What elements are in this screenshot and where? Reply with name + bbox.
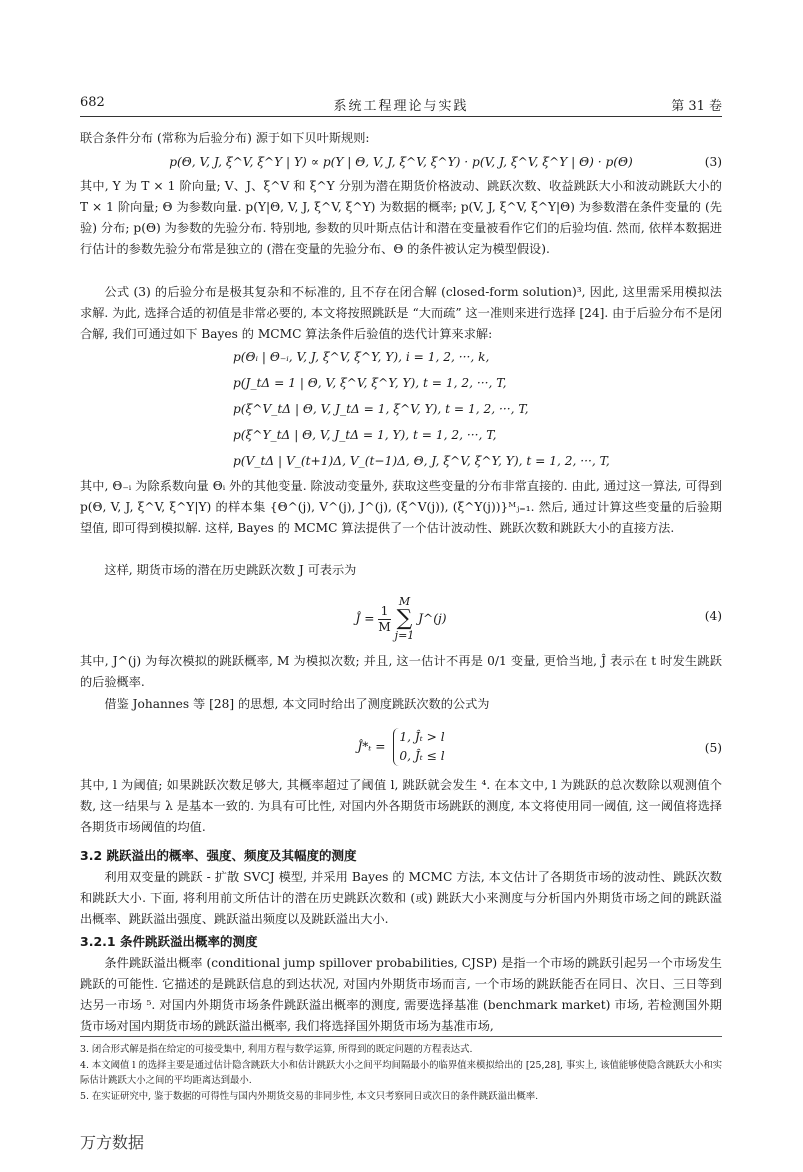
header-rule <box>80 116 722 117</box>
equation-4-fraction <box>378 604 390 635</box>
equation-3-number: (3) <box>704 155 722 169</box>
paragraph-algorithm: 其中, Θ₋ᵢ 为除系数向量 Θᵢ 外的其他变量. 除波动变量外, 获取这些变量的分布非常直接的. 由此, 通过这一算法, 可得到 p(Θ, V, J, ξ^V, ξ^Y|Y) 的样本集 {Θ^(j), V^(j), J^(j), (ξ^V(j)), (ξ^Y(j))}ᴹⱼ₌₁. 然后, 通过计算这些变量的后验期望值, 即可得到模拟解. 这样, Bayes 的 MCMC 算法提供了一个估计波动性、跳跃次数和跳跃大小的直接方法. <box>80 479 722 535</box>
paragraph-posterior: 公式 (3) 的后验分布是极其复杂和不标准的, 且不存在闭合解 (closed-form solution)³, 因此, 这里需采用模拟法求解. 为此, 选择合适的初值是非常必要的, 本文将按照跳跃是 “大而疏” 这一准则来进行选择 [24]. 由于后验分布不是闭合解, 我们可通过如下 Bayes 的 MCMC 算法条件后验值的迭代计算来求解: <box>80 285 722 341</box>
equation-4-number: (4) <box>704 609 722 623</box>
equation-4-lhs: Ĵ = <box>355 611 375 626</box>
equation-4-term: J^(j) <box>418 611 447 626</box>
equation-5-case-2: 0, Ĵₜ ≤ l <box>399 749 445 763</box>
equation-4-sum <box>395 596 415 642</box>
equation-5-lhs: Ĵ*ₜ = <box>357 739 386 754</box>
watermark: 万方数据 <box>80 1133 145 1152</box>
equation-5-cases <box>393 728 444 766</box>
equation-4 <box>80 592 722 642</box>
paragraph-jump-count: 这样, 期货市场的潜在历史跳跃次数 J 可表示为 <box>104 563 357 577</box>
sum-upper-limit: M <box>398 595 411 608</box>
equation-3-body: p(Θ, V, J, ξ^V, ξ^Y | Y) ∝ p(Y | Θ, V, J, ξ^V, ξ^Y) · p(V, J, ξ^V, ξ^Y | Θ) · p(Θ) <box>169 155 633 169</box>
conditional-item-1: p(Θᵢ | Θ₋ᵢ, V, J, ξ^V, ξ^Y, Y), i = 1, 2, ···, k, <box>233 350 490 364</box>
paragraph-intro: 联合条件分布 (常称为后验分布) 源于如下贝叶斯规则: <box>80 131 370 145</box>
paragraph-svcj: 利用双变量的跳跃 - 扩散 SVCJ 模型, 并采用 Bayes 的 MCMC 方法, 本文估计了各期货市场的波动性、跳跃次数和跳跃大小. 下面, 将利用前文所估计的潜在历史跳跃次数和 (或) 跳跃大小来测度与分析国内外期货市场之间的跳跃溢出概率、跳跃溢出强度、跳跃溢出频度以及跳跃溢出大小. <box>80 870 722 926</box>
footnote-4: 4. 本文阈值 l 的选择主要是通过估计隐含跳跃大小和估计跳跃大小之间平均间隔最小的临界值来模拟给出的 [25,28], 事实上, 该值能够使隐含跳跃大小和实际估计跳跃大小之间的平均距离达到最小. <box>80 1060 722 1086</box>
equation-3 <box>80 152 722 173</box>
conditional-item-2: p(J_tΔ = 1 | Θ, V, ξ^V, ξ^Y, Y), t = 1, 2, ···, T, <box>233 376 507 390</box>
volume-label: 第 31 卷 <box>671 99 722 114</box>
section-heading-3-2: 3.2 跳跃溢出的概率、强度、频度及其幅度的测度 <box>80 848 357 863</box>
footnote-rule <box>80 1036 722 1037</box>
footnote-5: 5. 在实证研究中, 鉴于数据的可得性与国内外期货交易的非同步性, 本文只考察同日或次日的条件跳跃溢出概率. <box>80 1091 539 1102</box>
paragraph-threshold: 其中, l 为阈值; 如果跳跃次数足够大, 其概率超过了阈值 l, 跳跃就会发生 ⁴. 在本文中, l 为跳跃的总次数除以观测值个数, 这一结果与 λ 是基本一致的. 为具有可比性, 对国内外各期货市场跳跃的测度, 本文将使用同一阈值, 这一阈值将选择各期货市场阈值的均值. <box>80 778 722 834</box>
page-number: 682 <box>80 95 105 110</box>
section-heading-3-2-1: 3.2.1 条件跳跃溢出概率的测度 <box>80 934 258 949</box>
footnote-3: 3. 闭合形式解是指在给定的可接受集中, 利用方程与数学运算, 所得到的既定问题的方程表达式. <box>80 1044 473 1055</box>
paragraph-johannes: 借鉴 Johannes 等 [28] 的思想, 本文同时给出了测度跳跃次数的公式为 <box>104 697 490 711</box>
equation-4-numerator: 1 <box>380 603 389 618</box>
equation-4-denominator: M <box>378 619 391 634</box>
conditional-item-3: p(ξ^V_tΔ | Θ, V, J_tΔ = 1, ξ^V, Y), t = 1, 2, ···, T, <box>233 402 529 416</box>
sigma-symbol: ∑ <box>396 606 413 631</box>
equation-5-number: (5) <box>704 741 722 755</box>
sum-lower-limit: j=1 <box>394 629 415 642</box>
paragraph-variables: 其中, Y 为 T × 1 阶向量; V、J、ξ^V 和 ξ^Y 分别为潜在期货价格波动、跳跃次数、收益跳跃大小和波动跳跃大小的 T × 1 阶向量; Θ 为参数向量. p(Y|Θ, V, J, ξ^V, ξ^Y) 为数据的概率; p(V, J, ξ^V, ξ^Y|Θ) 为参数潜在条件变量的 (先验) 分布; p(Θ) 为参数的先验分布. 特别地, 参数的贝叶斯点估计和潜在变量被看作它们的后验均值. 然而, 依样本数据进行估计的参数先验分布常是独立的 (潜在变量的先验分布、Θ 的条件被认定为模型假设). <box>80 179 722 256</box>
conditional-item-5: p(V_tΔ | V_(t+1)Δ, V_(t−1)Δ, Θ, J, ξ^V, ξ^Y, Y), t = 1, 2, ···, T, <box>233 454 610 468</box>
conditional-item-4: p(ξ^Y_tΔ | Θ, V, J_tΔ = 1, Y), t = 1, 2, ···, T, <box>233 428 497 442</box>
running-header <box>80 95 722 115</box>
journal-title: 系统工程理论与实践 <box>333 99 469 114</box>
paragraph-jump-prob: 其中, J^(j) 为每次模拟的跳跃概率, M 为模拟次数; 并且, 这一估计不再是 0/1 变量, 更恰当地, Ĵ 表示在 t 时发生跳跃的后验概率. <box>80 654 722 689</box>
paragraph-cjsp: 条件跳跃溢出概率 (conditional jump spillover probabilities, CJSP) 是指一个市场的跳跃引起另一个市场发生跳跃的可能性. 它描述的是跳跃信息的到达状况, 对国内外期货市场而言, 一个市场的跳跃能否在同日、次日、三日等到达另一市场 ⁵. 对国内外期货市场条件跳跃溢出概率的测度, 需要选择基准 (benchmark market) 市场, 若检测国外期货市场对国内期货市场的跳跃溢出概率, 我们将选择国外期货市场为基准市场, <box>80 956 722 1033</box>
equation-5 <box>80 724 722 772</box>
equation-5-case-1: 1, Ĵₜ > l <box>399 730 445 744</box>
